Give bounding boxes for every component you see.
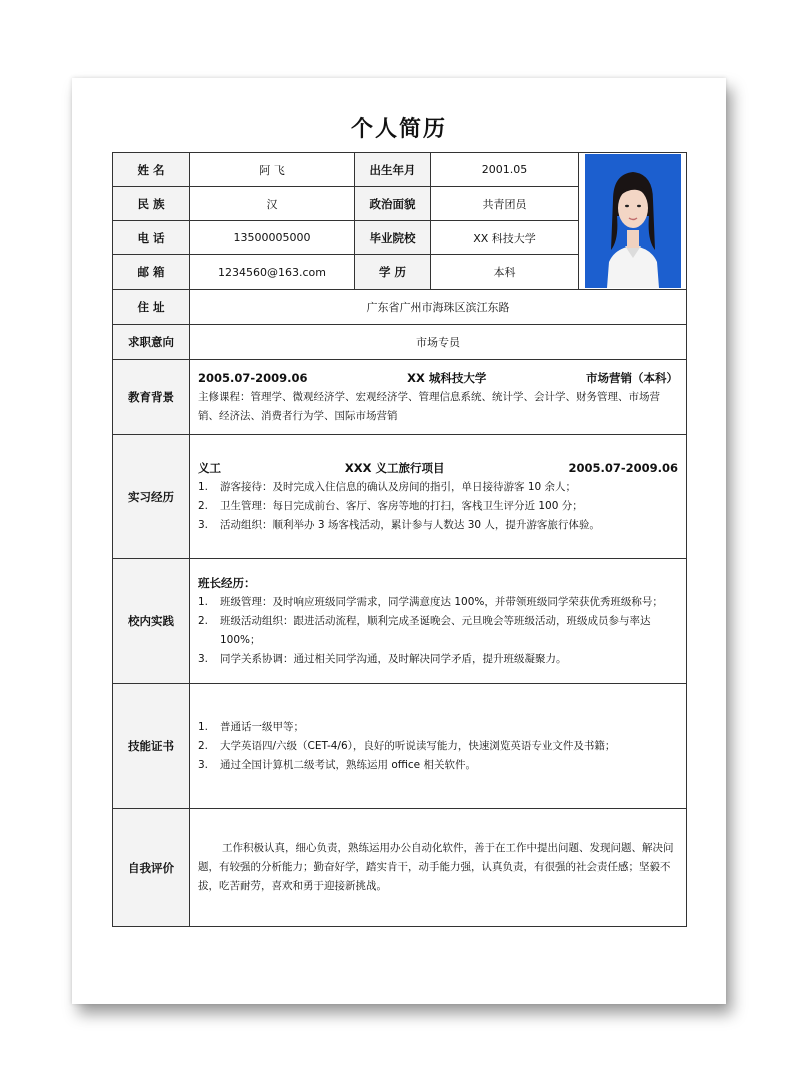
skills-label: 技能证书	[113, 684, 190, 809]
list-item: 1. 普通话一级甲等；	[198, 720, 304, 733]
portrait-image	[585, 154, 681, 288]
birth-label: 出生年月	[355, 153, 431, 187]
self-section	[190, 809, 687, 927]
resume-page	[72, 78, 726, 1004]
education-label: 教育背景	[113, 360, 190, 435]
resume-title: 个人简历	[350, 117, 447, 142]
phone-value: 13500005000	[190, 221, 355, 255]
intent-value: 市场专员	[190, 325, 687, 360]
email-label: 邮 箱	[113, 255, 190, 290]
internship-section	[190, 435, 687, 559]
internship-label: 实习经历	[113, 435, 190, 559]
birth-value: 2001.05	[431, 153, 579, 187]
list-item: 3. 同学关系协调：通过相关同学沟通，及时解决同学矛盾，提升班级凝聚力。	[198, 652, 567, 665]
school-label: 毕业院校	[355, 221, 431, 255]
degree-label: 学 历	[355, 255, 431, 290]
profile-photo	[585, 154, 681, 288]
address-label: 住 址	[113, 290, 190, 325]
ethnic-label: 民 族	[113, 187, 190, 221]
self-label: 自我评价	[113, 809, 190, 927]
internship-project: XXX 义工旅行项目	[344, 460, 445, 475]
internship-period: 2005.07-2009.06	[568, 460, 678, 475]
list-item: 1. 班级管理：及时响应班级同学需求，同学满意度达 100%，并带领班级同学荣获优秀班级称号；	[198, 595, 663, 608]
photo-cell	[579, 153, 687, 290]
address-value: 广东省广州市海珠区滨江东路	[190, 290, 687, 325]
degree-value: 本科	[431, 255, 579, 290]
name-label: 姓 名	[113, 153, 190, 187]
skills-section	[190, 684, 687, 809]
education-school: XX 城科技大学	[407, 370, 487, 385]
education-courses: 主修课程：管理学、微观经济学、宏观经济学、管理信息系统、统计学、会计学、财务管理、市场营销、经济法、消费者行为学、国际市场营销	[198, 390, 660, 422]
list-item: 3. 通过全国计算机二级考试，熟练运用 office 相关软件。	[198, 758, 476, 771]
list-item: 2. 大学英语四/六级（CET-4/6），良好的听说读写能力，快速浏览英语专业文件及书籍；	[198, 739, 616, 752]
intent-label: 求职意向	[113, 325, 190, 360]
list-item: 2. 卫生管理：每日完成前台、客厅、客房等地的打扫，客栈卫生评分近 100 分；	[198, 499, 583, 512]
campus-section	[190, 559, 687, 684]
list-item: 1. 游客接待：及时完成入住信息的确认及房间的指引，单日接待游客 10 余人；	[198, 480, 577, 493]
internship-header	[198, 459, 678, 478]
school-value: XX 科技大学	[431, 221, 579, 255]
phone-label: 电 话	[113, 221, 190, 255]
education-header	[198, 369, 678, 388]
campus-heading: 班长经历：	[198, 575, 256, 590]
resume-table	[112, 152, 687, 927]
ethnic-value: 汉	[190, 187, 355, 221]
politics-value: 共青团员	[431, 187, 579, 221]
self-evaluation-text: 工作积极认真，细心负责，熟练运用办公自动化软件，善于在工作中提出问题、发现问题、解决问题，有较强的分析能力；勤奋好学，踏实肯干，动手能力强，认真负责，有很强的社会责任感；坚毅不拔，吃苦耐劳，喜欢和勇于迎接新挑战。	[198, 842, 674, 892]
list-item: 3. 活动组织：顺利举办 3 场客栈活动，累计参与人数达 30 人，提升游客旅行体验。	[198, 518, 600, 531]
politics-label: 政治面貌	[355, 187, 431, 221]
email-value: 1234560@163.com	[190, 255, 355, 290]
campus-label: 校内实践	[113, 559, 190, 684]
education-major: 市场营销（本科）	[586, 370, 678, 385]
education-section	[190, 360, 687, 435]
internship-role: 义工	[198, 460, 221, 475]
education-period: 2005.07-2009.06	[198, 370, 308, 385]
list-item: 2. 班级活动组织：跟进活动流程，顺利完成圣诞晚会、元旦晚会等班级活动，班级成员参与率达 100%；	[198, 614, 651, 646]
name-value: 阿 飞	[190, 153, 355, 187]
